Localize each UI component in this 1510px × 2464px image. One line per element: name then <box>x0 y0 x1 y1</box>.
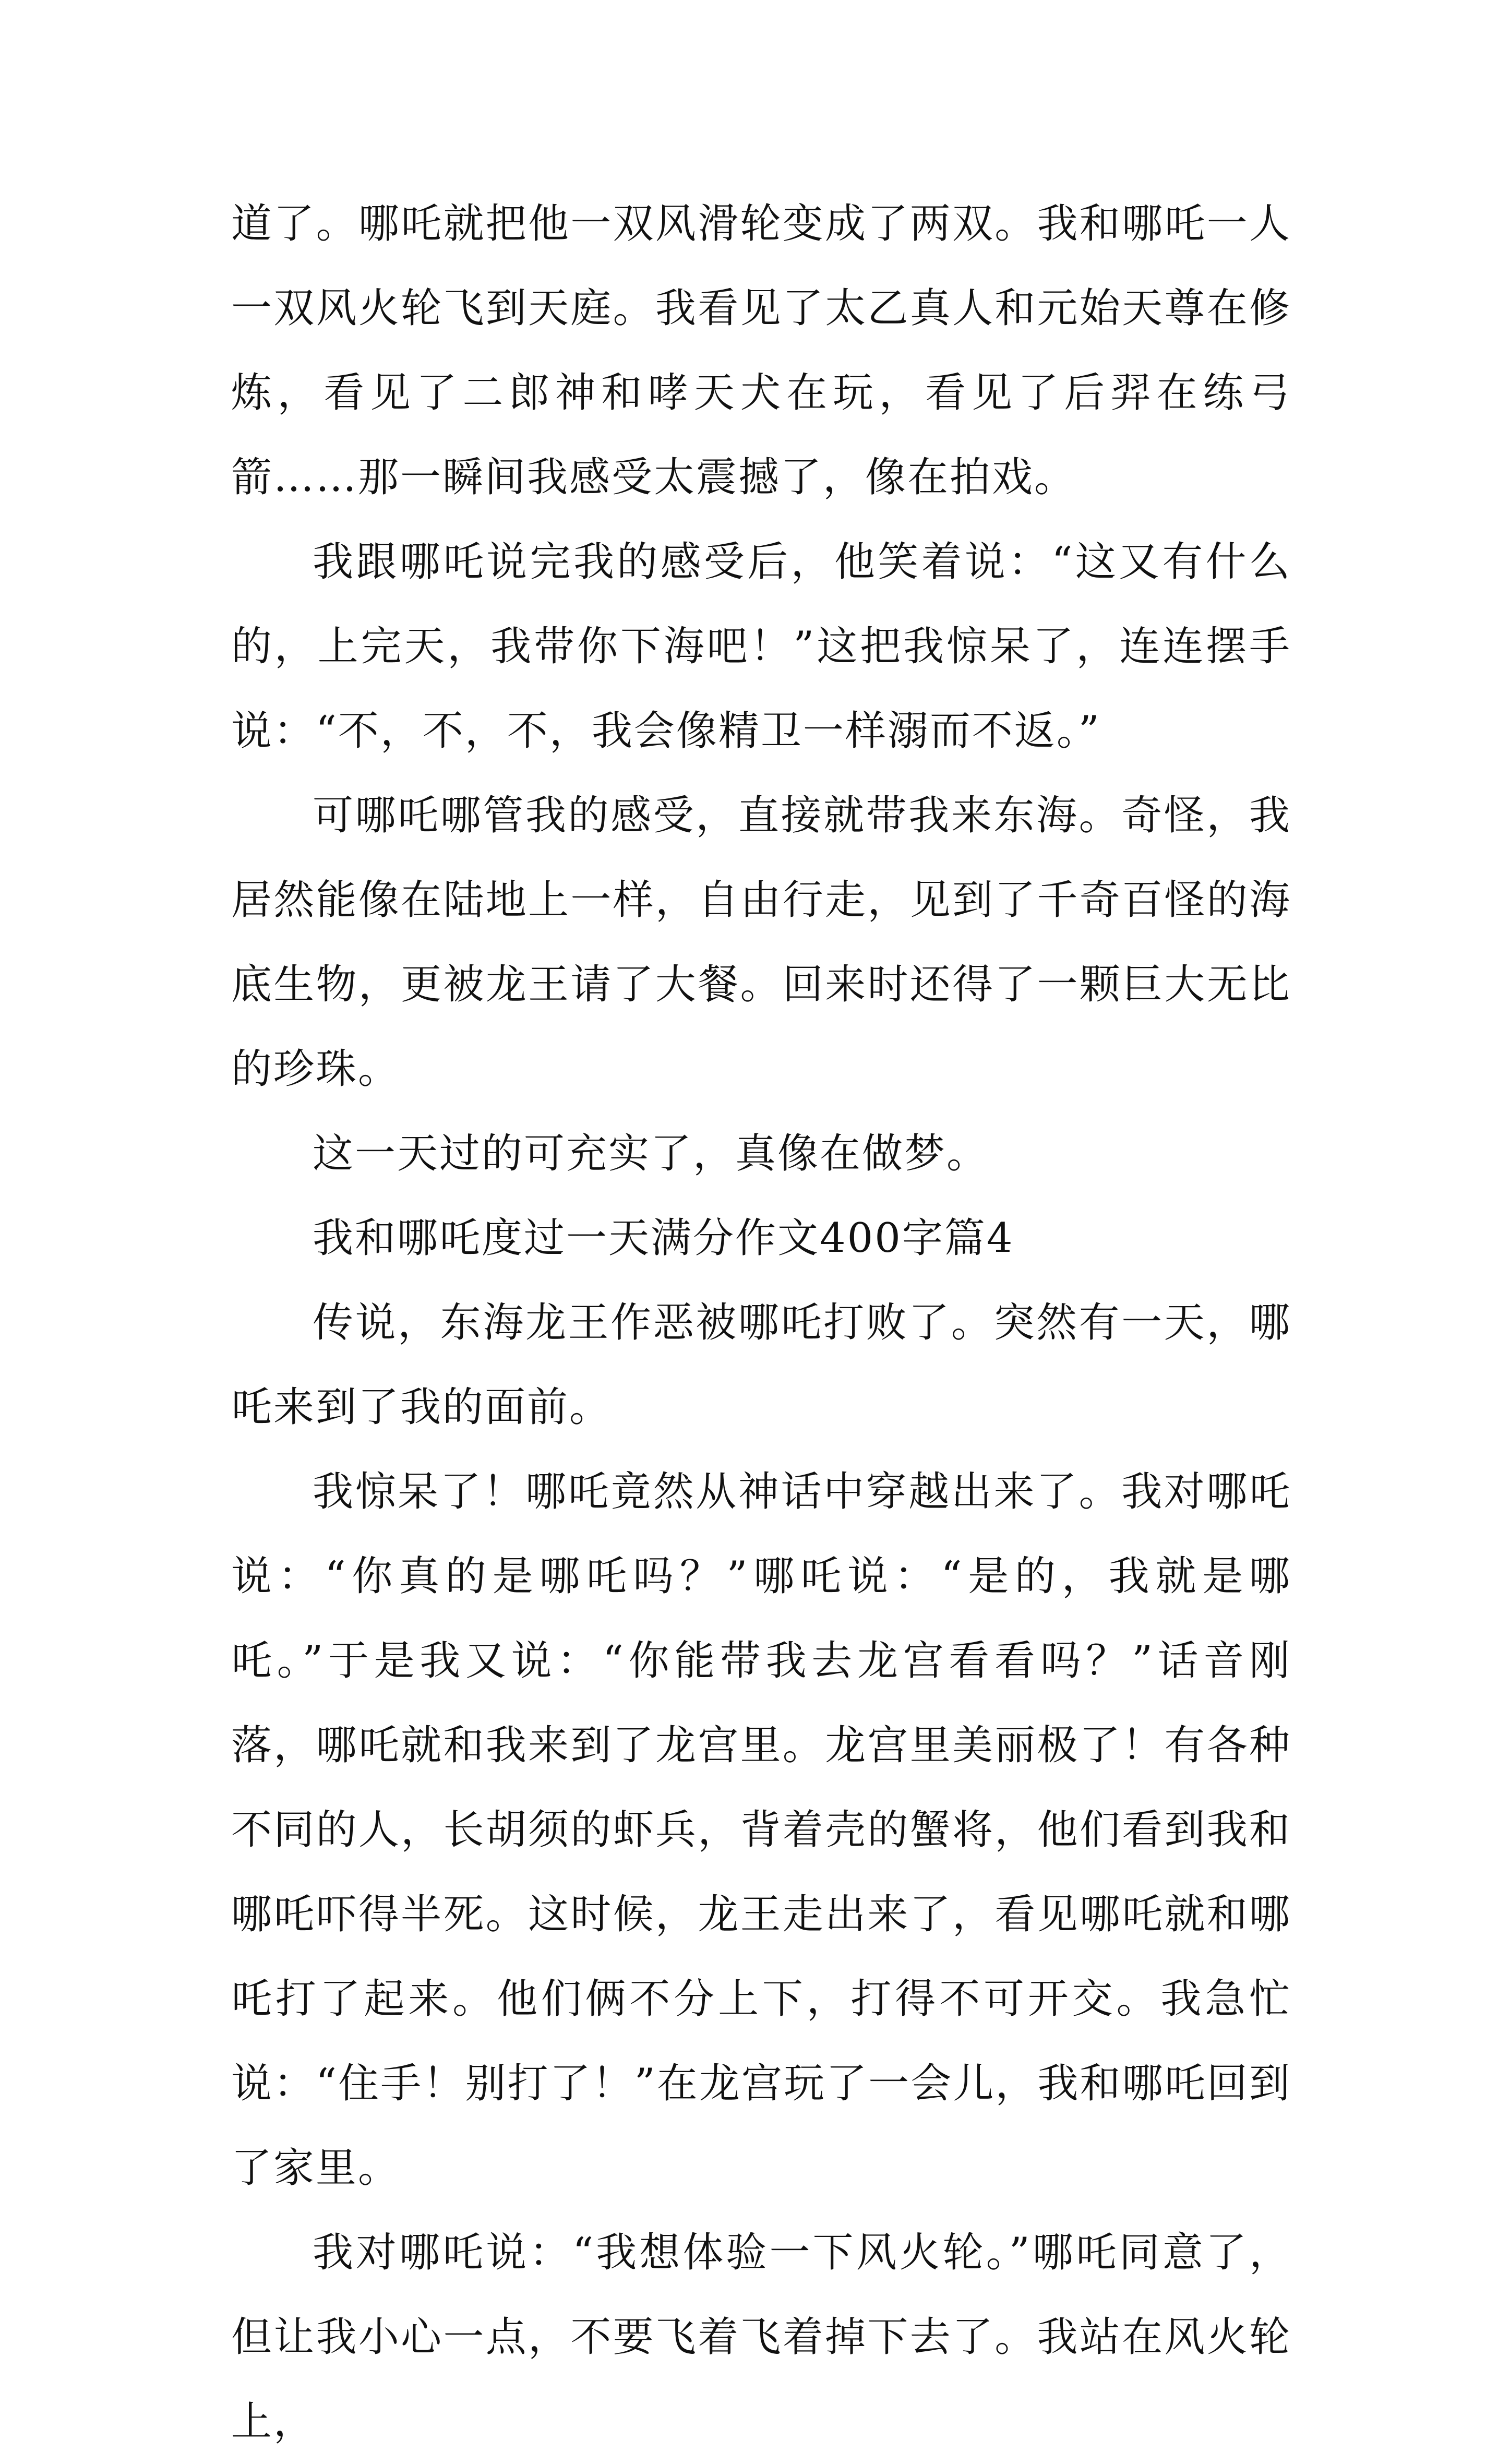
paragraph-1: 道了。哪吒就把他一双风滑轮变成了两双。我和哪吒一人一双风火轮飞到天庭。我看见了太乙真人和元始天尊在修炼，看见了二郎神和哮天犬在玩，看见了后羿在练弓箭……那一瞬间我感受太震撼了，像在拍戏。 <box>231 200 1291 501</box>
paragraph-7: 我对哪吒说：“我想体验一下风火轮。”哪吒同意了，但让我小心一点，不要飞着飞着掉下去了。我站在风火轮上， <box>231 2229 1291 2445</box>
section-heading: 我和哪吒度过一天满分作文400字篇4 <box>313 1215 1014 1262</box>
paragraph-4: 这一天过的可充实了，真像在做梦。 <box>313 1130 989 1177</box>
document-body <box>231 182 1291 2464</box>
paragraph-2: 我跟哪吒说完我的感受后，他笑着说：“这又有什么的，上完天，我带你下海吧！”这把我惊呆了，连连摆手说：“不，不，不，我会像精卫一样溺而不返。” <box>231 539 1291 755</box>
paragraph-6: 我惊呆了！哪吒竟然从神话中穿越出来了。我对哪吒说：“你真的是哪吒吗？”哪吒说：“是的，我就是哪吒。”于是我又说：“你能带我去龙宫看看吗？”话音刚落，哪吒就和我来到了龙宫里。龙宫里美丽极了！有各种不同的人，长胡须的虾兵，背着壳的蟹将，他们看到我和哪吒吓得半死。这时候，龙王走出来了，看见哪吒就和哪吒打了起来。他们俩不分上下，打得不可开交。我急忙说：“住手！别打了！”在龙宫玩了一会儿，我和哪吒回到了家里。 <box>231 1468 1291 2192</box>
paragraph-3: 可哪吒哪管我的感受，直接就带我来东海。奇怪，我居然能像在陆地上一样，自由行走，见到了千奇百怪的海底生物，更被龙王请了大餐。回来时还得了一颗巨大无比的珍珠。 <box>231 792 1291 1093</box>
paragraph-5: 传说，东海龙王作恶被哪吒打败了。突然有一天，哪吒来到了我的面前。 <box>231 1299 1291 1431</box>
